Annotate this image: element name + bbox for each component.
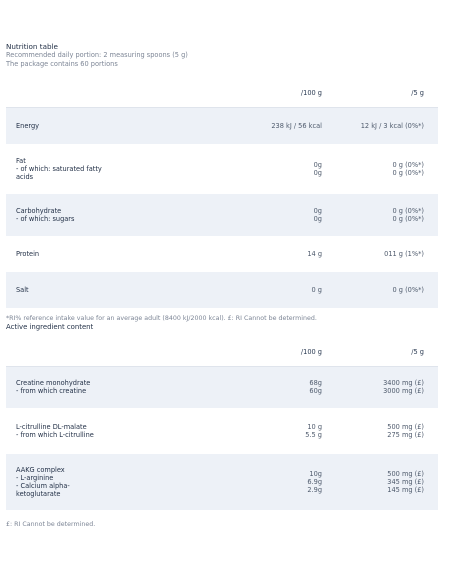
cell-line: 145 mg (£) bbox=[387, 486, 424, 494]
cell-line: - L-arginine bbox=[16, 474, 54, 482]
nutrition-title: Nutrition table bbox=[6, 42, 58, 51]
nutrition-table bbox=[6, 79, 438, 308]
recommended-portion: Recommended daily portion: 2 measuring spoons (5 g) bbox=[6, 51, 188, 59]
cell-line: 011 g (1%*) bbox=[384, 249, 424, 258]
row-per5 bbox=[322, 366, 438, 408]
cell-line: 10g bbox=[309, 470, 322, 478]
cell-line: 238 kJ / 56 kcal bbox=[271, 121, 322, 130]
cell-line: ketoglutarate bbox=[16, 490, 61, 498]
table-row bbox=[6, 272, 438, 308]
row-name bbox=[6, 144, 206, 194]
row-name bbox=[6, 408, 206, 454]
nutrition-footnote: *RI% reference intake value for an average adult (8400 kJ/2000 kcal). £: RI Cannot be determined. bbox=[6, 314, 317, 322]
cell-line: 0g bbox=[313, 214, 322, 223]
cell-line: - Calcium alpha- bbox=[16, 482, 70, 490]
package-portions: The package contains 60 portions bbox=[6, 60, 118, 68]
cell-line: 500 mg (£) bbox=[387, 423, 424, 431]
cell-line: 3000 mg (£) bbox=[383, 387, 424, 396]
nutrition-header-per5: /5 g bbox=[411, 89, 424, 97]
row-name bbox=[6, 236, 206, 272]
ingredients-title: Active ingredient content bbox=[6, 322, 94, 331]
row-name bbox=[6, 194, 206, 236]
row-per100 bbox=[206, 144, 322, 194]
row-per5 bbox=[322, 144, 438, 194]
cell-line: AAKG complex bbox=[16, 466, 65, 474]
nutrition-header-row bbox=[6, 79, 438, 108]
cell-line: 0g bbox=[313, 206, 322, 215]
cell-line: 2.9g bbox=[307, 486, 322, 494]
cell-line: - from which creatine bbox=[16, 387, 87, 396]
table-row bbox=[6, 236, 438, 272]
nutrition-header-empty bbox=[6, 79, 206, 108]
cell-line: L-citrulline DL-malate bbox=[16, 423, 87, 431]
row-per100 bbox=[206, 108, 322, 144]
row-per100 bbox=[206, 366, 322, 408]
table-row bbox=[6, 408, 438, 454]
cell-line: 10 g bbox=[307, 423, 322, 431]
cell-line: 12 kJ / 3 kcal (0%*) bbox=[360, 121, 424, 130]
cell-line: 275 mg (£) bbox=[387, 431, 424, 439]
cell-line: Salt bbox=[16, 285, 29, 294]
row-per5 bbox=[322, 236, 438, 272]
cell-line: 5.5 g bbox=[305, 431, 322, 439]
cell-line: 60g bbox=[309, 387, 322, 396]
row-per5 bbox=[322, 108, 438, 144]
ingredients-rows bbox=[6, 366, 438, 510]
cell-line: - from which L-citrulline bbox=[16, 431, 94, 439]
cell-line: 500 mg (£) bbox=[387, 470, 424, 478]
cell-line: Carbohydrate bbox=[16, 206, 62, 215]
table-row bbox=[6, 194, 438, 236]
nutrition-header-per100: /100 g bbox=[300, 89, 322, 97]
ingredients-table bbox=[6, 338, 438, 511]
cell-line: Creatine monohydrate bbox=[16, 379, 91, 388]
ingredients-header-per5: /5 g bbox=[411, 347, 424, 356]
row-name bbox=[6, 366, 206, 408]
row-name bbox=[6, 272, 206, 308]
cell-line: 0 g (0%*) bbox=[392, 206, 424, 215]
table-row bbox=[6, 144, 438, 194]
cell-line: Protein bbox=[16, 249, 40, 258]
cell-line: 68g bbox=[309, 379, 322, 388]
row-per5 bbox=[322, 272, 438, 308]
cell-line: 345 mg (£) bbox=[387, 478, 424, 486]
nutrition-rows bbox=[6, 108, 438, 308]
row-name bbox=[6, 108, 206, 144]
ingredients-header-per100: /100 g bbox=[300, 347, 322, 356]
row-per5 bbox=[322, 454, 438, 510]
cell-line: Energy bbox=[16, 121, 40, 130]
table-row bbox=[6, 454, 438, 510]
cell-line: 0g bbox=[313, 168, 322, 177]
cell-line: - of which: saturated fatty bbox=[16, 164, 102, 173]
cell-line: 0 g bbox=[311, 285, 322, 294]
cell-line: 0g bbox=[313, 160, 322, 169]
row-per100 bbox=[206, 272, 322, 308]
ingredients-footnote: £: RI Cannot be determined. bbox=[6, 521, 96, 528]
cell-line: acids bbox=[16, 172, 34, 181]
cell-line: 0 g (0%*) bbox=[392, 168, 424, 177]
cell-line: 0 g (0%*) bbox=[392, 160, 424, 169]
ingredients-header-row bbox=[6, 338, 438, 367]
row-name bbox=[6, 454, 206, 510]
row-per5 bbox=[322, 194, 438, 236]
ingredients-header-empty bbox=[6, 338, 206, 367]
table-row bbox=[6, 366, 438, 408]
nutrition-document bbox=[6, 42, 438, 529]
row-per5 bbox=[322, 408, 438, 454]
cell-line: 6.9g bbox=[307, 478, 322, 486]
cell-line: 0 g (0%*) bbox=[392, 214, 424, 223]
cell-line: 3400 mg (£) bbox=[383, 379, 424, 388]
row-per100 bbox=[206, 408, 322, 454]
cell-line: - of which: sugars bbox=[16, 214, 75, 223]
cell-line: Fat bbox=[16, 156, 26, 165]
cell-line: 0 g (0%*) bbox=[392, 285, 424, 294]
row-per100 bbox=[206, 236, 322, 272]
row-per100 bbox=[206, 194, 322, 236]
row-per100 bbox=[206, 454, 322, 510]
cell-line: 14 g bbox=[307, 249, 322, 258]
table-row bbox=[6, 108, 438, 144]
